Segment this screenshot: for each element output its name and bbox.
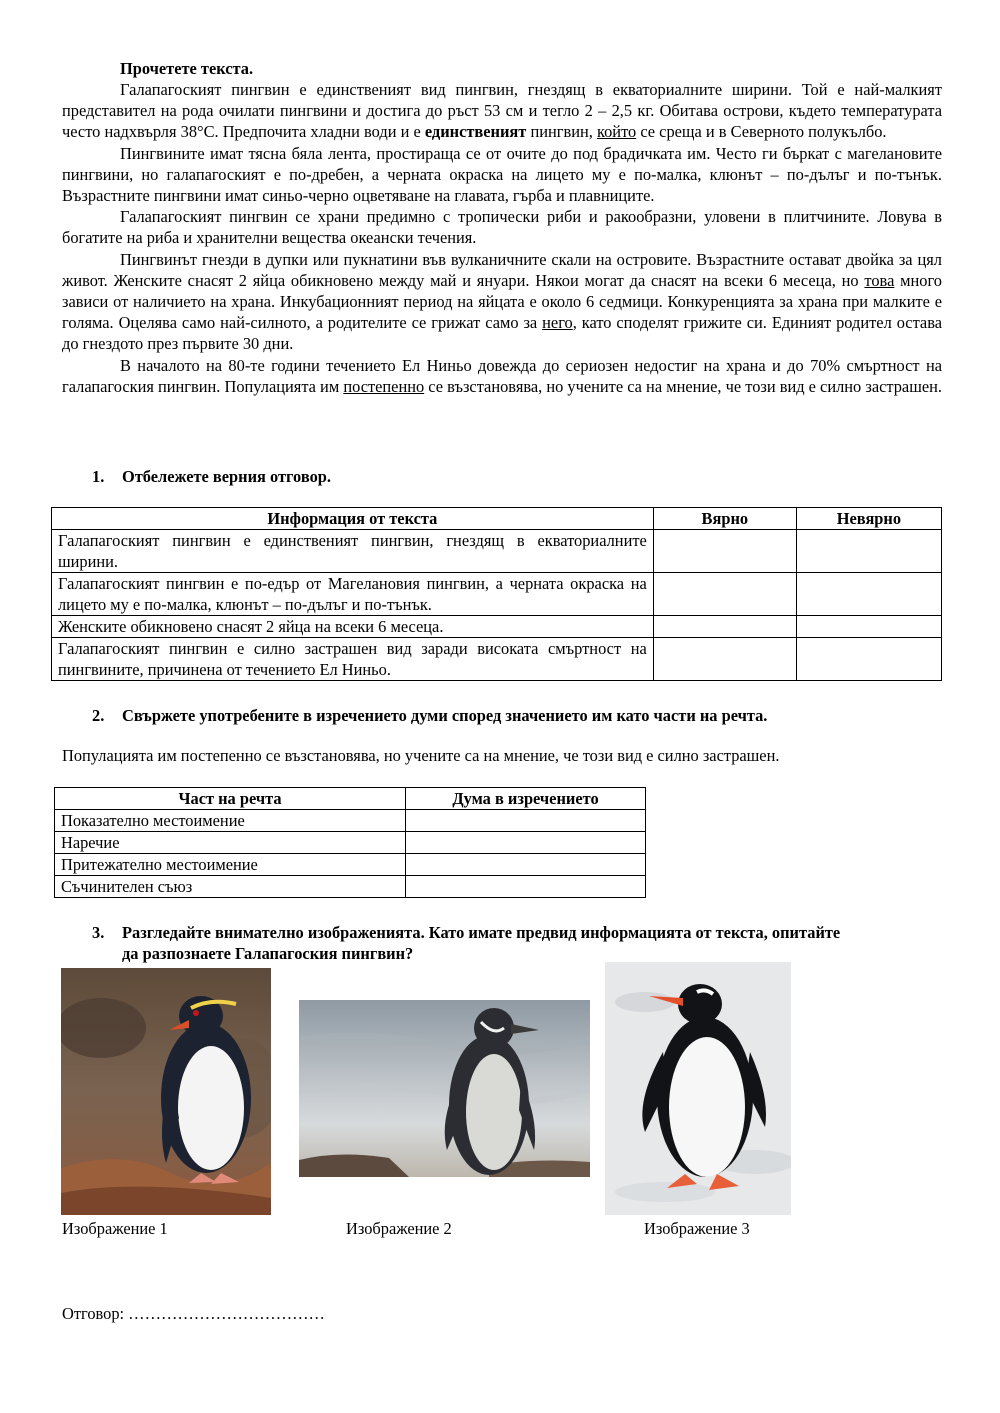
paragraph-1: Галапагоският пингвин е единственият вид пингвин, гнездящ в екваториалните ширини. Той е най-малкият представител на рода очилати пингвини и достига до ръст 53 см и тегло 2 – 2,5 кг. Обитава острови, където температурата често надхвърля 38°C. Предпочита хладни води и е единственият пингвин, който се среща и в Северното полукълбо.: [62, 80, 942, 142]
table-row: [55, 810, 646, 832]
false-answer-cell[interactable]: [796, 638, 941, 681]
question-1-heading: 1. Отбележете верния отговор.: [92, 467, 331, 486]
header-info: Информация от текста: [52, 508, 654, 530]
true-answer-cell[interactable]: [653, 616, 796, 638]
statement-cell: Галапагоският пингвин е единственият пингвин, гнездящ в екваториалните ширини.: [52, 530, 654, 573]
image-2-caption: Изображение 2: [346, 1219, 452, 1238]
part-of-speech-cell: Наречие: [55, 832, 406, 854]
statement-cell: Женските обикновено снасят 2 яйца на всеки 6 месеца.: [52, 616, 654, 638]
paragraph-2: Пингвините имат тясна бяла лента, простираща се от очите до под брадичката им. Често ги бъркат с магелановите пингвини, но галапагоският е по-дребен, а черната окраска на лицето му е по-малка, клюнът – по-дълъг и по-тънък. Възрастните пингвини имат синьо-черно оцветяване на главата, гърба и плавниците.: [62, 143, 942, 206]
table-row: [52, 616, 942, 638]
penguin-image-1[interactable]: [61, 968, 271, 1215]
table-row: [55, 854, 646, 876]
paragraph-3: Галапагоският пингвин се храни предимно с тропически риби и ракообразни, уловени в плитчините. Ловува в богатите на риба и хранителни вещества океански течения.: [62, 207, 942, 248]
header-part-of-speech: Част на речта: [55, 788, 406, 810]
reading-text: [62, 58, 942, 397]
part-of-speech-cell: Притежателно местоимение: [55, 854, 406, 876]
parts-of-speech-table: [54, 787, 646, 898]
image-3-caption: Изображение 3: [644, 1219, 750, 1238]
word-answer-cell[interactable]: [406, 854, 646, 876]
table-row: [52, 638, 942, 681]
word-answer-cell[interactable]: [406, 832, 646, 854]
paragraph-4: Пингвинът гнезди в дупки или пукнатини във вулканичните скали на островите. Възрастните остават двойка за цял живот. Женските снасят 2 яйца обикновено между май и януари. Някои могат да снасят на всеки 6 месеца, но това много зависи от наличието на храна. Инкубационният период на яйцата е около 6 седмици. Конкуренцията за храна при малките е голяма. Оцелява само най-силното, а родителите се грижат само за него, като споделят грижите си. Единият родител остава до гнездото през първите 30 дни.: [62, 249, 943, 354]
false-answer-cell[interactable]: [796, 530, 941, 573]
header-true: Вярно: [653, 508, 796, 530]
part-of-speech-cell: Показателно местоимение: [55, 810, 406, 832]
table-row: [55, 832, 646, 854]
table-row: [55, 876, 646, 898]
statement-cell: Галапагоският пингвин е силно застрашен вид заради високата смъртност на пингвините, причинена от течението Ел Ниньо.: [52, 638, 654, 681]
false-answer-cell[interactable]: [796, 573, 941, 616]
header-false: Невярно: [796, 508, 941, 530]
table-row: [52, 530, 942, 573]
true-answer-cell[interactable]: [653, 573, 796, 616]
word-answer-cell[interactable]: [406, 876, 646, 898]
word-answer-cell[interactable]: [406, 810, 646, 832]
image-1-caption: Изображение 1: [62, 1219, 168, 1238]
true-answer-cell[interactable]: [653, 530, 796, 573]
header-word: Дума в изречението: [406, 788, 646, 810]
paragraph-5: В началото на 80-те години течението Ел Ниньо довежда до сериозен недостиг на храна и до 70% смъртност на галапагоския пингвин. Популацията им постепенно се възстановява, но учените са на мнение, че този вид е силно застрашен.: [62, 355, 942, 396]
table-row: [52, 573, 942, 616]
question-2-sentence: Популацията им постепенно се възстановява, но учените са на мнение, че този вид е силно застрашен.: [62, 746, 780, 765]
penguin-image-2[interactable]: [299, 1000, 590, 1177]
question-3-heading: 3. Разгледайте внимателно изображенията. Като имате предвид информацията от текста, опитайте да разпознаете Галапагоския пингвин?: [92, 923, 841, 963]
true-answer-cell[interactable]: [653, 638, 796, 681]
true-false-table: [51, 507, 942, 681]
penguin-image-3[interactable]: [605, 962, 791, 1215]
answer-line[interactable]: Отговор: ………………………………: [62, 1304, 325, 1323]
false-answer-cell[interactable]: [796, 616, 941, 638]
part-of-speech-cell: Съчинителен съюз: [55, 876, 406, 898]
reading-title: Прочетете текста.: [120, 59, 254, 78]
question-2-heading: 2. Свържете употребените в изречението думи според значението им като части на речта.: [92, 706, 768, 725]
statement-cell: Галапагоският пингвин е по-едър от Магелановия пингвин, а черната окраска на лицето му е по-малка, клюнът – по-дълъг и по-тънък.: [52, 573, 654, 616]
